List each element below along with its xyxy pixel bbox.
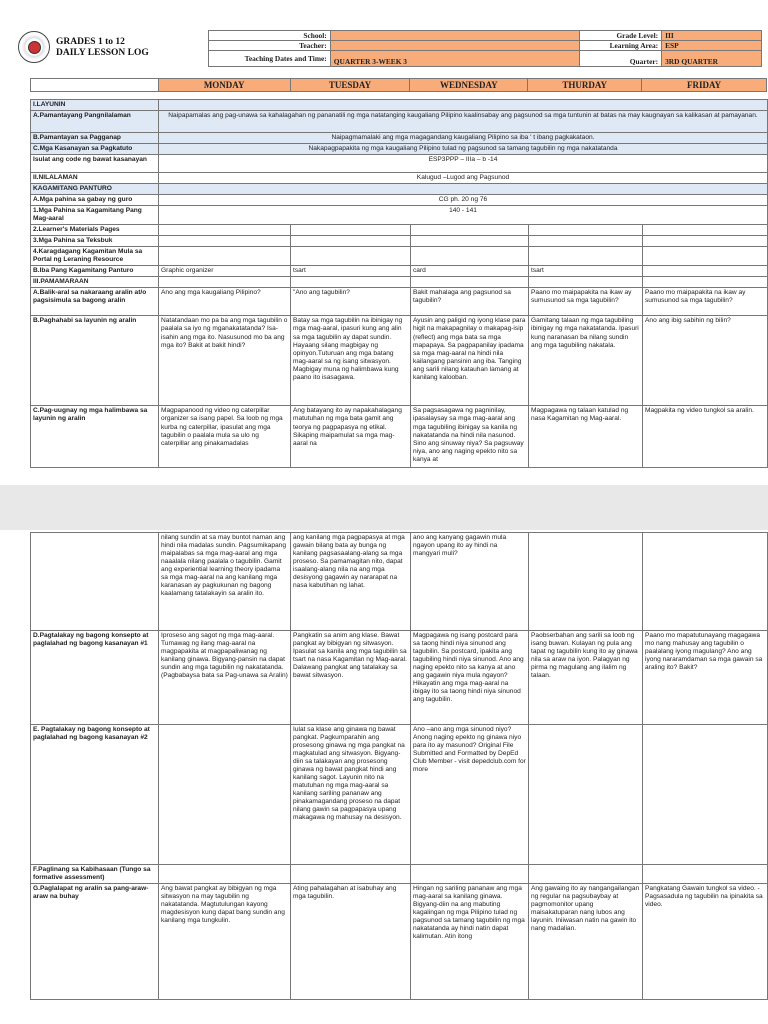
day-cell[interactable]: Paano mo maipapakita na ikaw ay sumusunod sa mga tagubilin? <box>529 288 643 316</box>
day-cell[interactable]: card <box>411 266 529 277</box>
table-row <box>31 725 768 865</box>
dates-value[interactable]: QUARTER 3-WEEK 3 <box>330 51 579 67</box>
teacher-value[interactable] <box>330 41 579 51</box>
day-cell[interactable] <box>529 277 643 288</box>
table-row <box>31 247 768 266</box>
row-label: 1.Mga Pahina sa Kagamitang Pang Mag-aaral <box>31 206 159 225</box>
day-cell[interactable] <box>643 247 768 266</box>
day-cell[interactable] <box>411 225 529 236</box>
table-row <box>31 133 768 144</box>
day-cell[interactable] <box>411 865 529 884</box>
day-cell[interactable]: Bakit mahalaga ang pagsunod sa tagubilin? <box>411 288 529 316</box>
day-cell[interactable]: Ayusin ang paligid ng iyong klase para higit na makapagnilay o makapag-isip (reflect) ang mga bata sa mga mapapaya. Sa pagpapanilay ipadama sa mga mag-aaral na hindi nila kailangang pansinin ang iba. Tanging ang sarili nilang katauhan lamang at kanilang kalooban. <box>411 316 529 406</box>
table-row <box>31 236 768 247</box>
lesson-table-page-2 <box>30 532 768 1000</box>
merged-row-content[interactable]: Naipagmamalaki ang mga magagandang kaugaliang Pilipino sa iba ' t ibang pagkakataon. <box>159 133 768 144</box>
row-label: B.Pamantayan sa Pagganap <box>31 133 159 144</box>
table-row <box>31 533 768 631</box>
table-row <box>31 155 768 173</box>
row-label: C.Mga Kasanayan sa Pagkatuto <box>31 144 159 155</box>
day-header-row <box>30 78 767 92</box>
day-cell[interactable] <box>643 225 768 236</box>
logo-title <box>56 37 149 59</box>
day-cell[interactable] <box>529 865 643 884</box>
day-cell[interactable] <box>291 236 411 247</box>
day-cell[interactable]: Magpakita ng video tungkol sa aralin. <box>643 406 768 468</box>
day-cell[interactable] <box>529 725 643 865</box>
logo-line-1: GRADES 1 to 12 <box>56 37 125 47</box>
day-cell[interactable]: Hingan ng sariling pananaw ang mga mag-aaral sa kanilang ginawa. Bigyang-diin na ang mabuting kagalingan ng mga Pilipino tulad ng pagsunod sa tamang tagubilin ng mga nakatatanda ay hindi natin dapat kalimutan. Atin itong <box>411 884 529 1000</box>
day-cell[interactable]: Natatandaan mo pa ba ang mga tagubilin o paalala sa iyo ng mganakatatanda? Isa- isahin ang mga ito. Nasusunod mo ba ang mga ito? Bakit at bakit hindi? <box>159 316 291 406</box>
table-row <box>31 206 768 225</box>
row-label: Isulat ang code ng bawat kasanayan <box>31 155 159 173</box>
row-label: C.Pag-uugnay ng mga halimbawa sa layunin ng aralin <box>31 406 159 468</box>
row-label <box>31 533 159 631</box>
day-cell[interactable] <box>159 236 291 247</box>
day-cell[interactable] <box>411 247 529 266</box>
day-cell[interactable] <box>411 277 529 288</box>
table-row <box>31 277 768 288</box>
day-cell[interactable] <box>643 236 768 247</box>
merged-row-content[interactable] <box>159 100 768 111</box>
grade-label: Grade Level: <box>580 31 662 41</box>
row-label: KAGAMITANG PANTURO <box>31 184 159 195</box>
table-row <box>31 225 768 236</box>
day-cell[interactable] <box>291 277 411 288</box>
day-cell[interactable] <box>529 236 643 247</box>
day-cell[interactable]: Graphic organizer <box>159 266 291 277</box>
dates-label: Teaching Dates and Time: <box>209 51 331 67</box>
day-cell[interactable]: Iulat sa klase ang ginawa ng bawat pangkat. Pagkumparahin ang prosesong ginawa ng mga pangkat na magkatulad ang sitwasyon. Bigyang-diin sa talakayan ang prosesong ginawa ng bawat pangkat hindi ang kanilang sagot. Layunin nito na matutuhan ng mga mag-aaral sa kanilang sariling pananaw ang pinakamagandang proseso na dapat nilang gawin sa pagpapasya upang makagawa ng mahusay na desisyon. <box>291 725 411 865</box>
day-cell[interactable] <box>529 247 643 266</box>
day-cell[interactable] <box>643 533 768 631</box>
row-label: 3.Mga Pahina sa Teksbuk <box>31 236 159 247</box>
merged-row-content[interactable]: ESP3PPP – IIIa – b -14 <box>159 155 768 173</box>
row-label: B.Paghahabi sa layunin ng aralin <box>31 316 159 406</box>
day-cell[interactable]: Ano ang mga kaugaliang Pilipino? <box>159 288 291 316</box>
table-row <box>31 173 768 184</box>
teacher-label: Teacher: <box>209 41 331 51</box>
quarter-value[interactable]: 3RD QUARTER <box>662 51 762 67</box>
row-label: A.Pamantayang Pangnilalaman <box>31 111 159 133</box>
row-label: A.Balik-aral sa nakaraang aralin at/o pagsisimula sa bagong aralin <box>31 288 159 316</box>
header-info-grid <box>208 30 762 67</box>
school-value[interactable] <box>330 31 579 41</box>
day-wednesday: WEDNESDAY <box>410 79 528 92</box>
row-label: F.Paglinang sa Kabihasaan (Tungo sa formative assessment) <box>31 865 159 884</box>
day-cell[interactable]: Sa pagsasagawa ng pagninilay, ipasalaysay sa mga mag-aaral ang mga tagubiling ibinigay sa kanila ng nakatatanda na hindi nila nasunod. Sino ang sinuway niya? Sa pagsuway niya, ano ang naging epekto nito sa kanya at <box>411 406 529 468</box>
row-label: E. Pagtalakay ng bagong konsepto at paglalahad ng bagong kasanayan #2 <box>31 725 159 865</box>
day-cell[interactable]: tsart <box>291 266 411 277</box>
merged-row-content[interactable]: 140 - 141 <box>159 206 768 225</box>
day-cell[interactable]: Ano –ano ang mga sinunod niyo? Anong naging epekto ng ginawa niyo para ito ay masunod? Original File Submitted and Formatted by DepEd Club Member - visit depedclub.com for more <box>411 725 529 865</box>
day-cell[interactable] <box>159 725 291 865</box>
table-row <box>31 631 768 725</box>
day-cell[interactable]: Ang bawat pangkat ay bibigyan ng mga sitwasyon na may tagubilin ng nakatatanda. Magtutulungan kayong magdesisyon kung dapat bang sundin ang kanilang mga tungkulin. <box>159 884 291 1000</box>
merged-row-content[interactable]: Nakapagpapakita ng mga kaugaliang Pilipino tulad ng pagsunod sa tamang tagubilin ng mga nakatatanda <box>159 144 768 155</box>
day-cell[interactable]: ang kanilang mga pagpapasya at mga gawain bilang bata ay bunga ng kanilang pagsasaalang-alang sa mga proseso. Sa pamamagitan nito, dapat isaalang-alang nila na ang mga desisyong gagawin ay nararapat na nasa kabutihan ng lahat. <box>291 533 411 631</box>
day-cell[interactable]: Ang batayang ito ay napakahalagang matutuhan ng mga bata gamit ang teorya ng pagpapasya ng etikal. Sikaping maipamulat sa mga mag-aaral na <box>291 406 411 468</box>
row-label: A.Mga pahina sa gabay ng guro <box>31 195 159 206</box>
day-cell[interactable]: Magpagawa ng isang postcard para sa taong hindi niya sinunod ang tagubilin. Sa postcard, ipakita ang tagubiling hindi niya sinunod. Ano ang naging epekto nito sa kanya at ano ang gagawin niya mula ngayon? Hikayatin ang mga mag-aaral na ibigay ito sa taong hindi niya sinunod ang tagubilin. <box>411 631 529 725</box>
table-row <box>31 195 768 206</box>
merged-row-content[interactable]: CG ph. 20 ng 76 <box>159 195 768 206</box>
lesson-table-page-1 <box>30 99 768 468</box>
table-row <box>31 288 768 316</box>
row-label: B.Iba Pang Kagamitang Panturo <box>31 266 159 277</box>
table-row <box>31 865 768 884</box>
row-label: 2.Learner's Materials Pages <box>31 225 159 236</box>
table-row <box>31 316 768 406</box>
day-monday: MONDAY <box>158 79 290 92</box>
row-label: G.Paglalapat ng aralin sa pang-araw-araw na buhay <box>31 884 159 1000</box>
day-cell[interactable]: Gamitang talaan ng mga tagubiling ibinigay ng mga nakatatanda. Ipasuri kung naranasan ba nilang sundin ang mga tagubiling nakatala. <box>529 316 643 406</box>
table-row <box>31 100 768 111</box>
lesson-log-page-2 <box>0 530 768 1024</box>
table-row <box>31 266 768 277</box>
row-label: D.Pagtalakay ng bagong konsepto at paglalahad ng bagong kasanayan #1 <box>31 631 159 725</box>
merged-row-content[interactable]: Kalugud –Lugod ang Pagsunod <box>159 173 768 184</box>
day-cell[interactable]: Paobserbahan ang sarili sa loob ng isang buwan. Kulayan ng pula ang tapat ng tagubilin kung ito ay ginawa nila sa araw na iyon. Palagyan ng pirma ng magulang ang ilalim ng talaan. <box>529 631 643 725</box>
table-row <box>31 406 768 468</box>
school-label: School: <box>209 31 331 41</box>
day-cell[interactable] <box>529 533 643 631</box>
row-label: I.LAYUNIN <box>31 100 159 111</box>
day-cell[interactable]: Ating pahalagahan at isabuhay ang mga tagubilin. <box>291 884 411 1000</box>
row-label: 4.Karagdagang Kagamitan Mula sa Portal ng Leraning Resource <box>31 247 159 266</box>
row-label: II.NILALAMAN <box>31 173 159 184</box>
day-cell[interactable]: Magpagawa ng talaan katulad ng nasa Kagamitan ng Mag-aaral. <box>529 406 643 468</box>
day-cell[interactable] <box>643 865 768 884</box>
day-header-blank <box>31 79 159 92</box>
day-cell[interactable] <box>411 236 529 247</box>
day-cell[interactable] <box>529 225 643 236</box>
area-label: Learning Area: <box>580 41 662 51</box>
area-value[interactable]: ESP <box>662 41 762 51</box>
table-row <box>31 144 768 155</box>
day-cell[interactable]: Paano mo maipapakita na ikaw ay sumusunod sa mga tagubilin? <box>643 288 768 316</box>
day-cell[interactable] <box>159 225 291 236</box>
day-cell[interactable] <box>291 225 411 236</box>
row-label: III.PAMAMARAAN <box>31 277 159 288</box>
day-cell[interactable]: ano ang kanyang gagawin mula ngayon upang ito ay hindi na mangyari muli? <box>411 533 529 631</box>
day-cell[interactable] <box>643 266 768 277</box>
day-cell[interactable] <box>643 277 768 288</box>
day-cell[interactable]: Ano ang ibig sabihin ng bilin? <box>643 316 768 406</box>
merged-row-content[interactable]: Naipapamalas ang pag-unawa sa kahalagahan ng pananatili ng mga natatanging kaugaliang Pilipino kaalinsabay ang pagsunod sa mga tuntunin at batas na may kaugnayan sa kalikasan at pamayanan. <box>159 111 768 133</box>
log-header <box>18 27 768 73</box>
day-cell[interactable]: Magpapanood ng video ng caterpillar organizer sa isang papel. Sa loob ng mga kurba ng caterpillar, ipasulat ang mga tagubilin o paalala mula sa ulo ng caterpillar ang pinakamadalas <box>159 406 291 468</box>
day-cell[interactable] <box>159 247 291 266</box>
day-cell[interactable] <box>291 865 411 884</box>
day-cell[interactable]: Ang gawaing ito ay nangangailangan ng regular na pagsubaybay at pagmomonitor upang maisakatuparan nang lubos ang layunin. Iniiwasan natin na gawin ito nang madalian. <box>529 884 643 1000</box>
deped-seal-icon <box>18 31 50 63</box>
day-cell[interactable]: Batay sa mga tagubilin na ibinigay ng mga mag-aaral, ipasuri kung ang alin sa mga tagubilin ay dapat sundin. Hayaang silang magbigay ng opinyon.Tuturuan ang mga batang mag-aaral sa ng isang sitwasyon. Magbigay muna ng halimbawa kung paano ito isasagawa. <box>291 316 411 406</box>
day-cell[interactable]: Paano mo mapatutunayang magagawa mo nang mahusay ang tagubilin o paalalang iyong magulang? Ano ang iyong nararamdaman sa mga gawain sa araling ito? Bakit? <box>643 631 768 725</box>
day-cell[interactable]: nilang sundin at sa may buntot naman ang hindi nila madalas sundin. Pagsumikapang maipalabas sa mga mag-aaral ang mga naaalala nilang paalala o tagubilin. Gamit ang experiential learning theory ipadama sa mga mag-aaral na ang kanilang mga karanasan ay pagkukunan ng bagong kaalamang tatalakayin sa aralin ito. <box>159 533 291 631</box>
day-friday: FRIDAY <box>642 79 767 92</box>
day-cell[interactable] <box>643 725 768 865</box>
day-tuesday: TUESDAY <box>290 79 410 92</box>
merged-row-content[interactable] <box>159 184 768 195</box>
table-row <box>31 111 768 133</box>
quarter-label: Quarter: <box>580 51 662 67</box>
day-cell[interactable]: tsart <box>529 266 643 277</box>
grade-value[interactable]: III <box>662 31 762 41</box>
day-cell[interactable] <box>291 247 411 266</box>
day-cell[interactable]: Iproseso ang sagot ng mga mag-aaral. Tumawag ng ilang mag-aaral na magpapakita at magpapaliwanag ng kanilang ginawa. Bigyang-pansin na dapat sundin ang mga tagubilin ng nakatatanda. (Pagbabaysa bata sa Pag-unawa sa Aralin) <box>159 631 291 725</box>
day-cell[interactable]: "Ano ang tagubilin? <box>291 288 411 316</box>
day-cell[interactable] <box>159 865 291 884</box>
day-cell[interactable] <box>159 277 291 288</box>
day-cell[interactable]: Pangkatin sa anim ang klase. Bawat pangkat ay bibigyan ng sitwasyon. Ipasulat sa kanila ang mga tagubilin sa tsart na nasa Kagamitan ng Mag-aaral. Dalawang pangkat ang tatalakay sa bawat sitwasyon. <box>291 631 411 725</box>
logo-line-2: DAILY LESSON LOG <box>56 47 149 58</box>
page-gap <box>0 485 768 530</box>
table-row <box>31 884 768 1000</box>
day-thursday: THURDAY <box>528 79 642 92</box>
lesson-log-page-1 <box>0 0 768 485</box>
table-row <box>31 184 768 195</box>
day-cell[interactable]: Pangkatang Gawain tungkol sa video. - Pagsasadula ng tagubilin na ipinakita sa video. <box>643 884 768 1000</box>
